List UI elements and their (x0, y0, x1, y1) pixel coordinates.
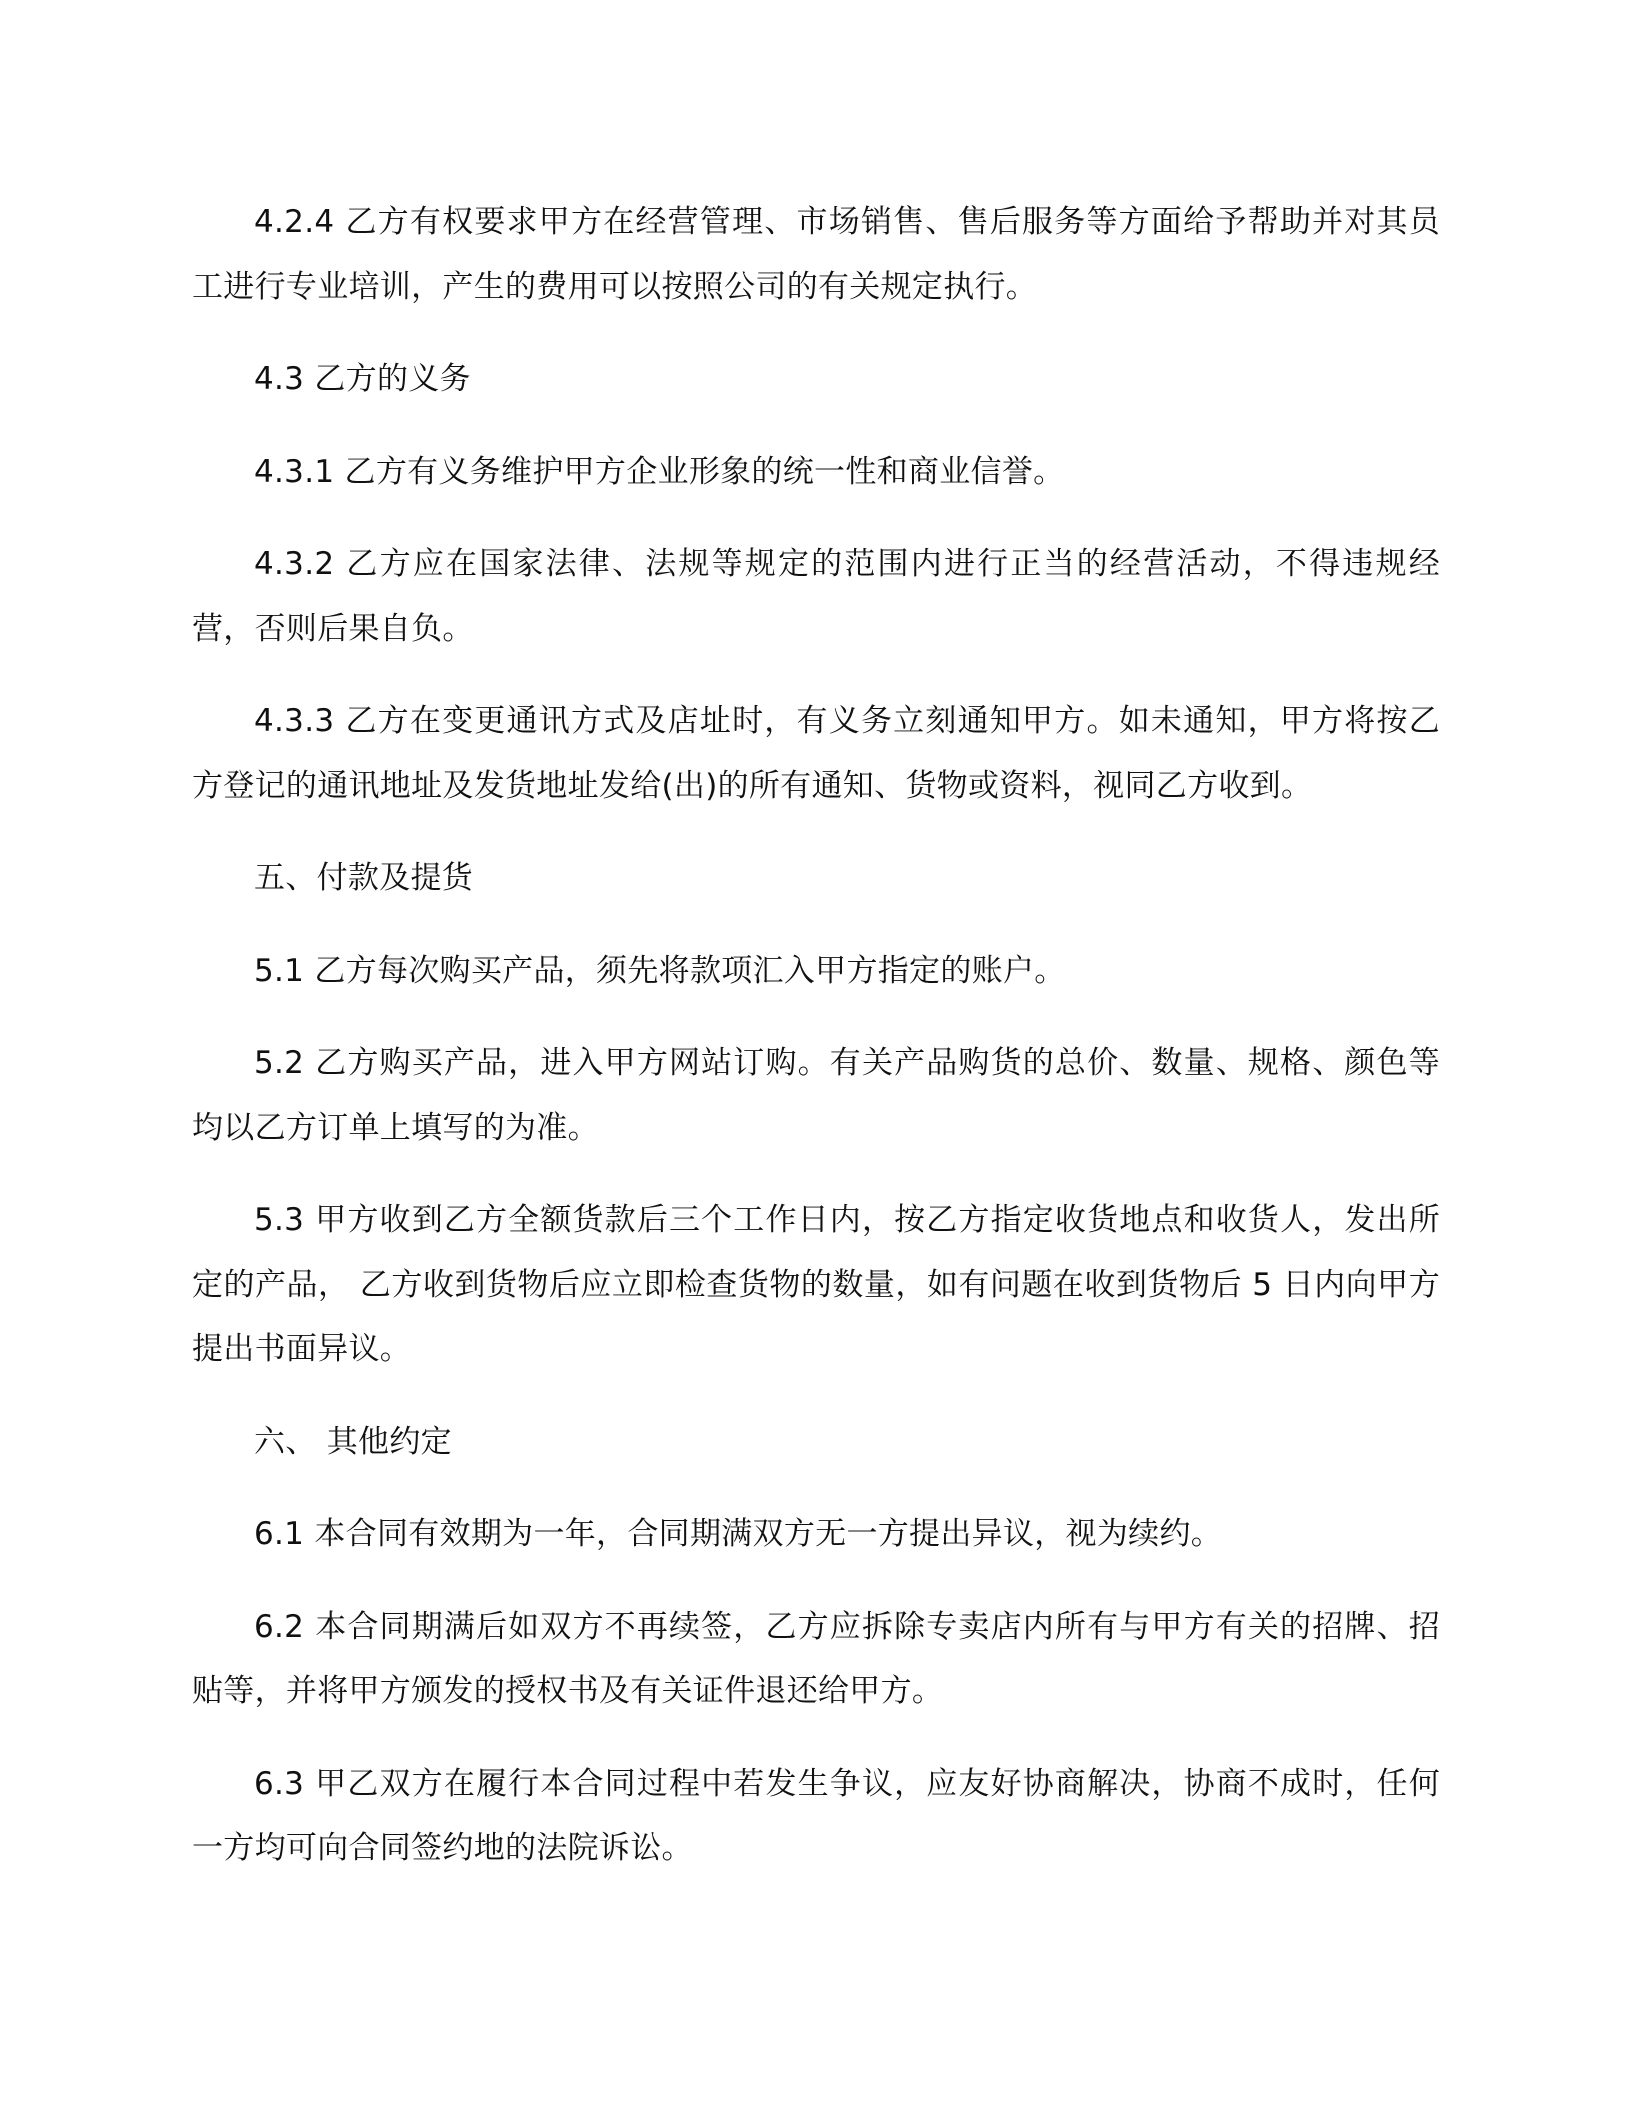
clause-6-3: 6.3 甲乙双方在履行本合同过程中若发生争议，应友好协商解决，协商不成时，任何一方均可向合同签约地的法院诉讼。 (192, 1765, 1440, 1866)
clause-5-1: 5.1 乙方每次购买产品，须先将款项汇入甲方指定的账户。 (254, 952, 1066, 989)
clause-4-3-1: 4.3.1 乙方有义务维护甲方企业形象的统一性和商业信誉。 (254, 453, 1065, 490)
clause-5-2: 5.2 乙方购买产品，进入甲方网站订购。有关产品购货的总价、数量、规格、颜色等均以乙方订单上填写的为准。 (192, 1045, 1440, 1146)
clause-6-2: 6.2 本合同期满后如双方不再续签，乙方应拆除专卖店内所有与甲方有关的招牌、招贴等，并将甲方颁发的授权书及有关证件退还给甲方。 (192, 1608, 1440, 1709)
clause-4-3-2: 4.3.2 乙方应在国家法律、法规等规定的范围内进行正当的经营活动，不得违规经营，否则后果自负。 (192, 546, 1440, 647)
clause-5-3: 5.3 甲方收到乙方全额货款后三个工作日内，按乙方指定收货地点和收货人，发出所定的产品， 乙方收到货物后应立即检查货物的数量，如有问题在收到货物后 5 日内向甲方提出书面异议。 (192, 1202, 1440, 1367)
clause-4-3-3: 4.3.3 乙方在变更通讯方式及店址时，有义务立刻通知甲方。如未通知，甲方将按乙方登记的通讯地址及发货地址发给(出)的所有通知、货物或资料，视同乙方收到。 (192, 703, 1440, 804)
section-heading-5: 五、付款及提货 (254, 860, 474, 896)
document-body (192, 190, 1440, 1881)
section-heading-6: 六、 其他约定 (254, 1423, 452, 1460)
clause-4-2-4: 4.2.4 乙方有权要求甲方在经营管理、市场销售、售后服务等方面给予帮助并对其员工进行专业培训，产生的费用可以按照公司的有关规定执行。 (192, 204, 1440, 305)
heading-4-3: 4.3 乙方的义务 (254, 361, 471, 397)
clause-6-1: 6.1 本合同有效期为一年，合同期满双方无一方提出异议，视为续约。 (254, 1516, 1223, 1552)
